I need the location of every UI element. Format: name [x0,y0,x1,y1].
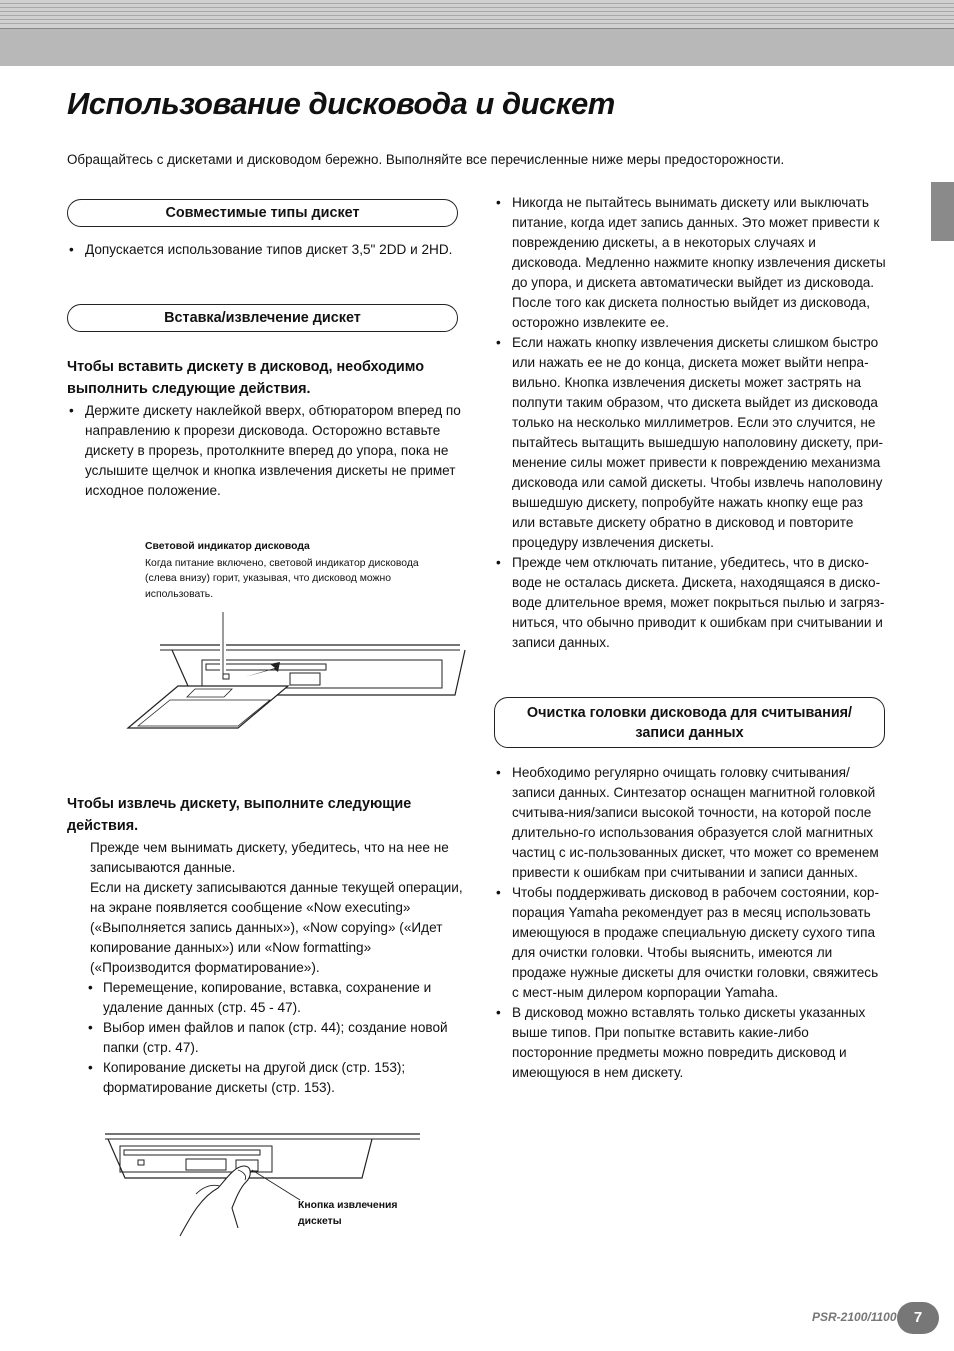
list-item: • Перемещение, копирование, вставка, сохранение и удаление данных (стр. 45 - 47). [86,978,465,1018]
head-cleaning-list [494,763,886,1083]
drive-indicator-caption-title: Световой индикатор дисковода [145,541,310,552]
list-item: • Никогда не пытайтесь вынимать дискету или выключать питание, когда идет запись данных. Это может привести к повреждению дискеты, а в некоторых случаях и дисковода. Медленно нажмите кнопку извлечения дискеты до упора, и дискета автоматически выйдет из дисковода. После того как дискета полностью выйдет из дисковода, осторожно извлеките ее. [494,193,886,333]
section-tab [931,182,954,241]
list-item: • Допускается использование типов дискет 3,5" 2DD и 2HD. [67,240,467,260]
page-title: Использование дисковода и дискет [67,86,615,121]
precautions-list [494,193,886,653]
eject-button-caption: Кнопка извлечения дискеты [298,1200,398,1227]
section-insert-eject-title: Вставка/извлечение дискет [67,304,458,332]
list-item: • Прежде чем отключать питание, убедитесь, что в диско-воде не осталась дискета. Дискета, находящаяся в диско-воде длительное время, может покрыться пылью и загряз-ниться, что обычно приводит к ошибкам при считывании и записи данных. [494,553,886,653]
insert-instructions [67,401,462,501]
eject-heading: Чтобы извлечь дискету, выполните следующие действия. [67,796,412,834]
section-compatible-disks-title: Совместимые типы дискет [67,199,458,227]
intro-text: Обращайтесь с дискетами и дисководом бережно. Выполняйте все перечисленные ниже меры предосторожности. [67,152,785,167]
insert-disk-illustration [120,600,480,750]
drive-indicator-caption-body: Когда питание включено, световой индикатор дисковода (слева внизу) горит, указывая, что дисковод можно использовать. [145,558,419,600]
list-item: • Необходимо регулярно очищать головку считывания/записи данных. Синтезатор оснащен магнитной головкой считыва-ния/записи высокой точности, на которой после длительно-го использования образуется слой магнитных частиц с ис-пользованных дискет, что может со временем привести к ошибкам при считывании и записи данных. [494,763,886,883]
eject-instructions [90,838,465,1098]
list-item: • Держите дискету наклейкой вверх, обтюратором вперед по направлению к прорези дисковода. Осторожно вставьте дискету в прорезь, протолкните вперед до упора, пока не услышите щелчок и кнопка извлечения дискеты не примет исходное положение. [67,401,462,501]
list-item: • Копирование дискеты на другой диск (стр. 153); форматирование дискеты (стр. 153). [86,1058,465,1098]
list-item: • Если нажать кнопку извлечения дискеты слишком быстро или нажать ее не до конца, дискета может выйти непра-вильно. Кнопка извлечения дискеты может застрять на полпути таким образом, что дискета выйдет из дисковода только на несколько миллиметров. Если это случится, не пытайтесь вытащить вышедшую наполовину дискету, при-менение силы может привести к повреждению механизма дисковода или самой дискеты. Чтобы извлечь наполовину вышедшую дискету, попробуйте нажать кнопку еще раз или вставьте дискету обратно в дисковод и повторите процедуру извлечения дискеты. [494,333,886,553]
page-number: 7 [897,1302,939,1334]
section-head-cleaning-title: Очистка головки дисковода для считывания/ записи данных [494,697,885,748]
list-item: • В дисковод можно вставлять только дискеты указанных выше типов. При попытке вставить какие-либо посторонние предметы можно повредить дисковод и имеющуюся в нем дискету. [494,1003,886,1083]
model-name: PSR-2100/1100 [812,1310,897,1324]
eject-paragraph: Прежде чем вынимать дискету, убедитесь, что на нее не записываются данные. [90,840,449,875]
eject-paragraph: Если на дискету записываются данные текущей операции, на экране появляется сообщение «Now executing» («Выполняется запись данных»), «Now copying» («Идет копирование данных») или «Now formatting» («Производится форматирование»). [90,880,463,975]
list-item: • Выбор имен файлов и папок (стр. 44); создание новой папки (стр. 47). [86,1018,465,1058]
list-item: • Чтобы поддерживать дисковод в рабочем состоянии, кор-порация Yamaha рекомендует раз в месяц использовать имеющуюся в продаже специальную дискету сухого типа для очистки головки. Чтобы выяснить, имеются ли продаже нужные дискеты для очистки головки, свяжитесь с мест-ным дилером корпорации Yamaha. [494,883,886,1003]
insert-heading: Чтобы вставить дискету в дисковод, необходимо выполнить следующие действия. [67,359,424,397]
compatible-disks-list [67,240,467,260]
header-band [0,0,954,66]
